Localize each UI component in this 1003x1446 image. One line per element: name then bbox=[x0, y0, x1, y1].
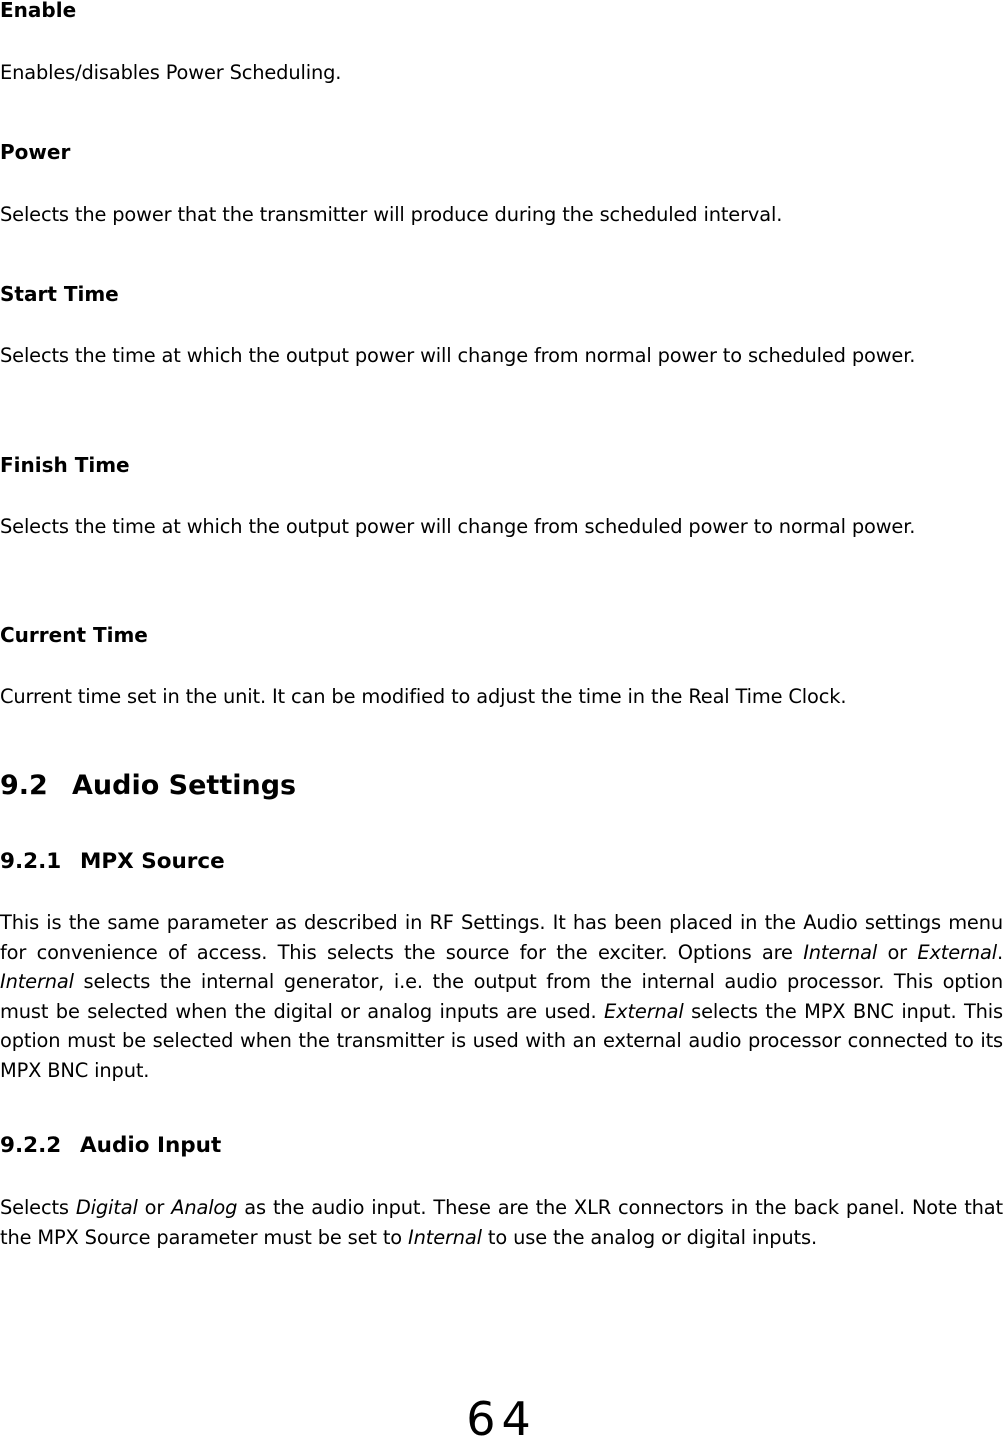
start-time-description: Selects the time at which the output power will change from normal power to scheduled power. bbox=[0, 344, 916, 367]
subsection-title: MPX Source bbox=[80, 849, 225, 874]
mpx-source-heading bbox=[0, 849, 1003, 875]
audio-input-heading bbox=[0, 1133, 1003, 1159]
current-time-heading: Current Time bbox=[0, 623, 148, 647]
subsection-number: 9.2.2 bbox=[0, 1133, 62, 1158]
section-title: Audio Settings bbox=[72, 770, 297, 801]
current-time-description: Current time set in the unit. It can be modified to adjust the time in the Real Time Clock. bbox=[0, 685, 847, 708]
mpx-source-description: This is the same parameter as described in RF Settings. It has been placed in the Audio settings menu for convenience of access. This selects the source for the exciter. Options are Internal or External. Internal selects the internal generator, i.e. the output from the internal audio processor. This option must be selected when the digital or analog inputs are used. External selects the MPX BNC input. This option must be selected when the transmitter is used with an external audio processor connected to its MPX BNC input. bbox=[0, 911, 1003, 1082]
enable-heading: Enable bbox=[0, 0, 77, 22]
start-time-heading: Start Time bbox=[0, 282, 119, 306]
section-number: 9.2 bbox=[0, 770, 48, 801]
audio-input-description: Selects Digital or Analog as the audio input. These are the XLR connectors in the back panel. Note that the MPX Source parameter must be set to Internal to use the analog or digital inputs. bbox=[0, 1196, 1003, 1249]
enable-description: Enables/disables Power Scheduling. bbox=[0, 61, 342, 84]
finish-time-heading: Finish Time bbox=[0, 453, 130, 477]
subsection-number: 9.2.1 bbox=[0, 849, 62, 874]
audio-settings-heading bbox=[0, 770, 1003, 802]
page-number: 64 bbox=[466, 1392, 537, 1446]
finish-time-description: Selects the time at which the output power will change from scheduled power to normal power. bbox=[0, 515, 916, 538]
subsection-title: Audio Input bbox=[80, 1133, 222, 1158]
power-heading: Power bbox=[0, 140, 71, 164]
power-description: Selects the power that the transmitter will produce during the scheduled interval. bbox=[0, 203, 783, 226]
